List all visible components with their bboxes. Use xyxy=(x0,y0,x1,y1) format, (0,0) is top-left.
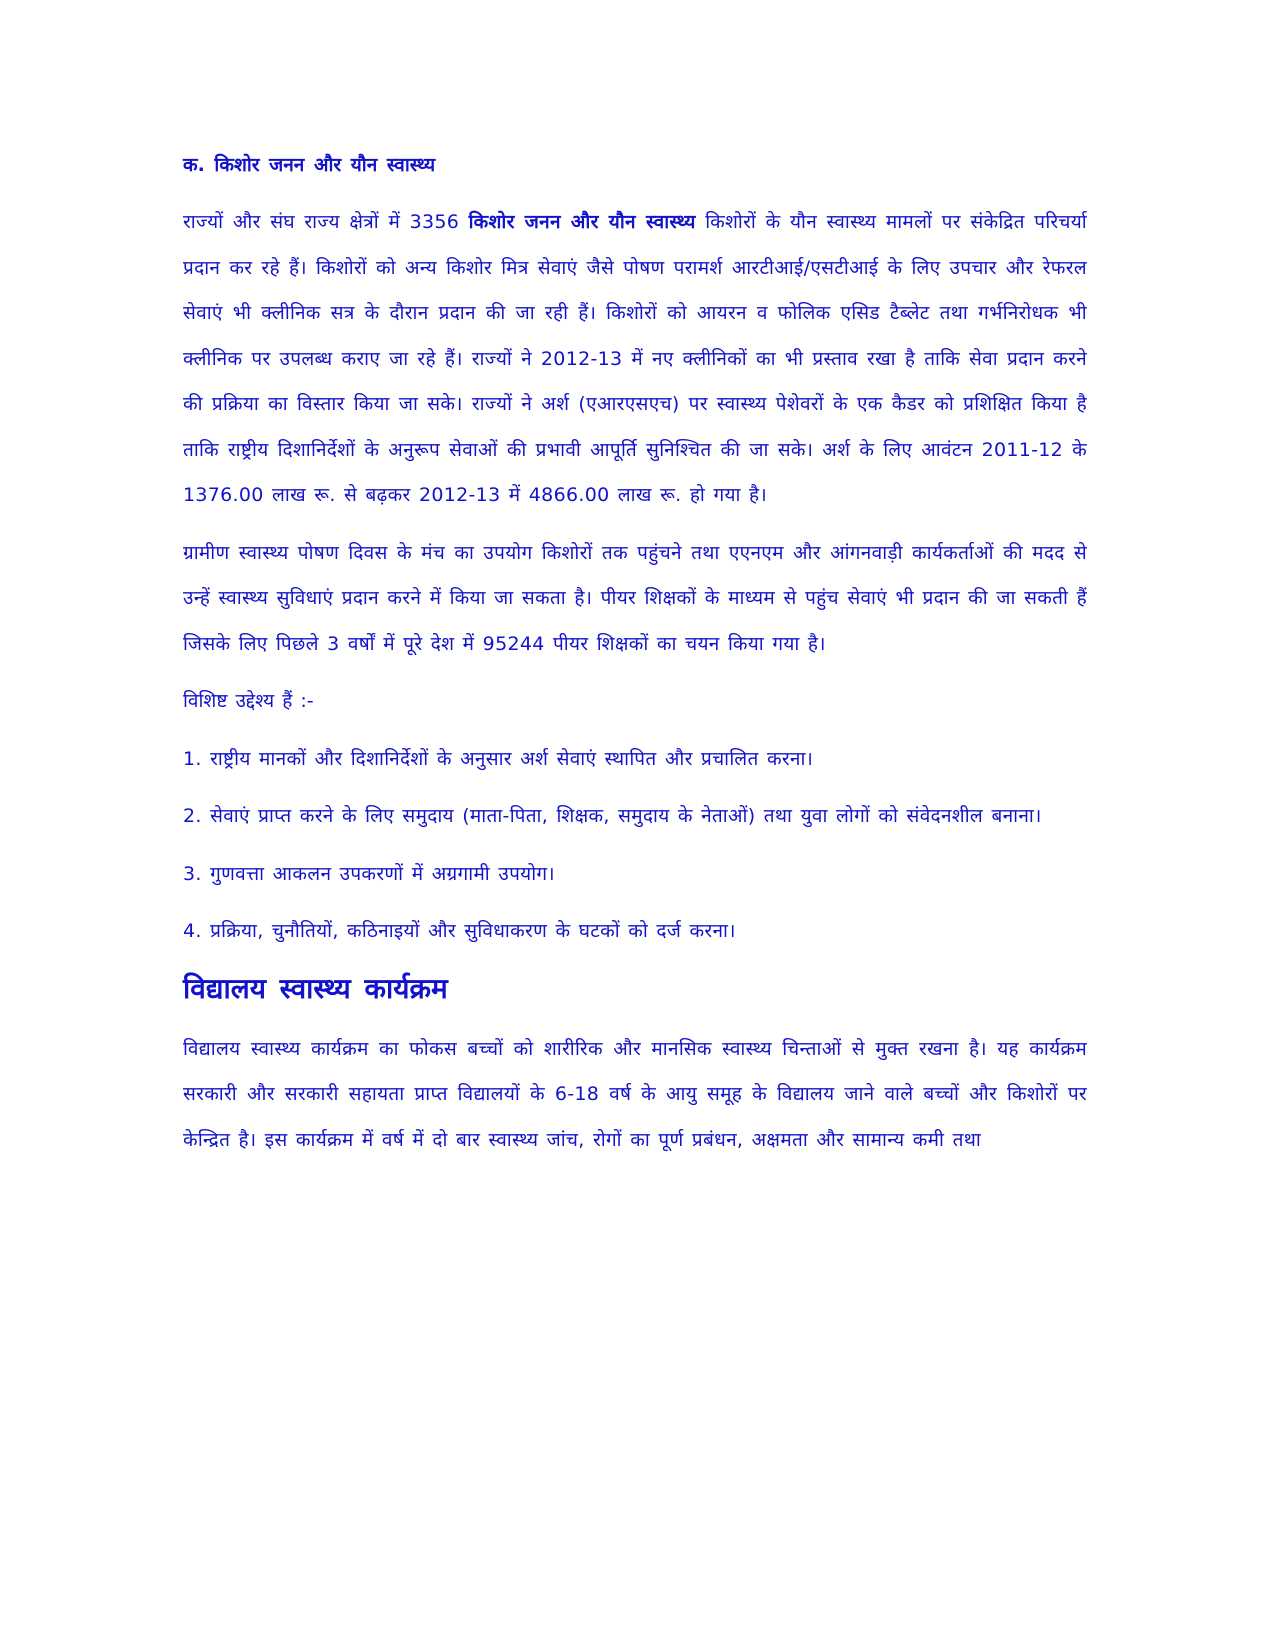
paragraph-peer-educators: ग्रामीण स्वास्थ्य पोषण दिवस के मंच का उपयोग किशोरों तक पहुंचने तथा एएनएम और आंगनवाड़ी कार्यकर्ताओं की मदद से उन्हें स्वास्थ्य सुविधाएं प्रदान करने में किया जा सकता है। पीयर शिक्षकों के माध्यम से पहुंच सेवाएं भी प्रदान की जा सकती हैं जिसके लिए पिछले 3 वर्षों में पूरे देश में 95244 पीयर शिक्षकों का चयन किया गया है। xyxy=(183,541,1087,655)
paragraph-arsh-intro: राज्यों और संघ राज्य क्षेत्रों में 3356 xyxy=(183,211,469,233)
paragraph-arsh-clinics xyxy=(183,200,1087,519)
section-heading-school-health: विद्यालय स्वास्थ्य कार्यक्रम xyxy=(183,971,448,1005)
document-body xyxy=(183,150,1087,1175)
paragraph-arsh-body: किशोरों के यौन स्वास्थ्य मामलों पर संकेद्रित परिचर्या प्रदान कर रहे हैं। किशोरों को अन्य किशोर मित्र सेवाएं जैसे पोषण परामर्श आरटीआई/एसटीआई के लिए उपचार और रेफरल सेवाएं भी क्लीनिक सत्र के दौरान प्रदान की जा रही हैं। किशोरों को आयरन व फोलिक एसिड टैब्लेट तथा गर्भनिरोधक भी क्लीनिक पर उपलब्ध कराए जा रहे हैं। राज्यों ने 2012-13 में नए क्लीनिकों का भी प्रस्ताव रखा है ताकि सेवा प्रदान करने की प्रक्रिया का विस्तार किया जा सके। राज्यों ने अर्श (एआरएसएच) पर स्वास्थ्य पेशेवरों के एक कैडर को प्रशिक्षित किया है ताकि राष्ट्रीय दिशानिर्देशों के अनुरूप सेवाओं की प्रभावी आपूर्ति सुनिश्चित की जा सके। अर्श के लिए आवंटन 2011-12 के 1376.00 लाख रू. से बढ़कर 2012-13 में 4866.00 लाख रू. हो गया है। xyxy=(183,211,1087,506)
objective-item-3: 3. गुणवत्ता आकलन उपकरणों में अग्रगामी उपयोग। xyxy=(183,862,555,885)
objective-item-1: 1. राष्ट्रीय मानकों और दिशानिर्देशों के अनुसार अर्श सेवाएं स्थापित और प्रचालित करना। xyxy=(183,747,814,770)
objective-item-2: 2. सेवाएं प्राप्त करने के लिए समुदाय (माता-पिता, शिक्षक, समुदाय के नेताओं) तथा युवा लोगों को संवेदनशील बनाना। xyxy=(183,805,1042,827)
section-heading-adolescent-health: क. किशोर जनन और यौन स्वास्थ्य xyxy=(183,154,436,176)
paragraph-arsh-bold-term: किशोर जनन और यौन स्वास्थ्य xyxy=(468,211,696,233)
objective-item-4: 4. प्रक्रिया, चुनौतियों, कठिनाइयों और सुविधाकरण के घटकों को दर्ज करना। xyxy=(183,920,736,942)
objectives-label: विशिष्ट उद्देश्य हैं :- xyxy=(183,690,314,712)
paragraph-school-health: विद्यालय स्वास्थ्य कार्यक्रम का फोकस बच्चों को शारीरिक और मानसिक स्वास्थ्य चिन्ताओं से मुक्त रखना है। यह कार्यक्रम सरकारी और सरकारी सहायता प्राप्त विद्यालयों के 6-18 वर्ष के आयु समूह के विद्यालय जाने वाले बच्चों और किशोरों पर केन्द्रित है। इस कार्यक्रम में वर्ष में दो बार स्वास्थ्य जांच, रोगों का पूर्ण प्रबंधन, अक्षमता और सामान्य कमी तथा xyxy=(183,1037,1087,1151)
